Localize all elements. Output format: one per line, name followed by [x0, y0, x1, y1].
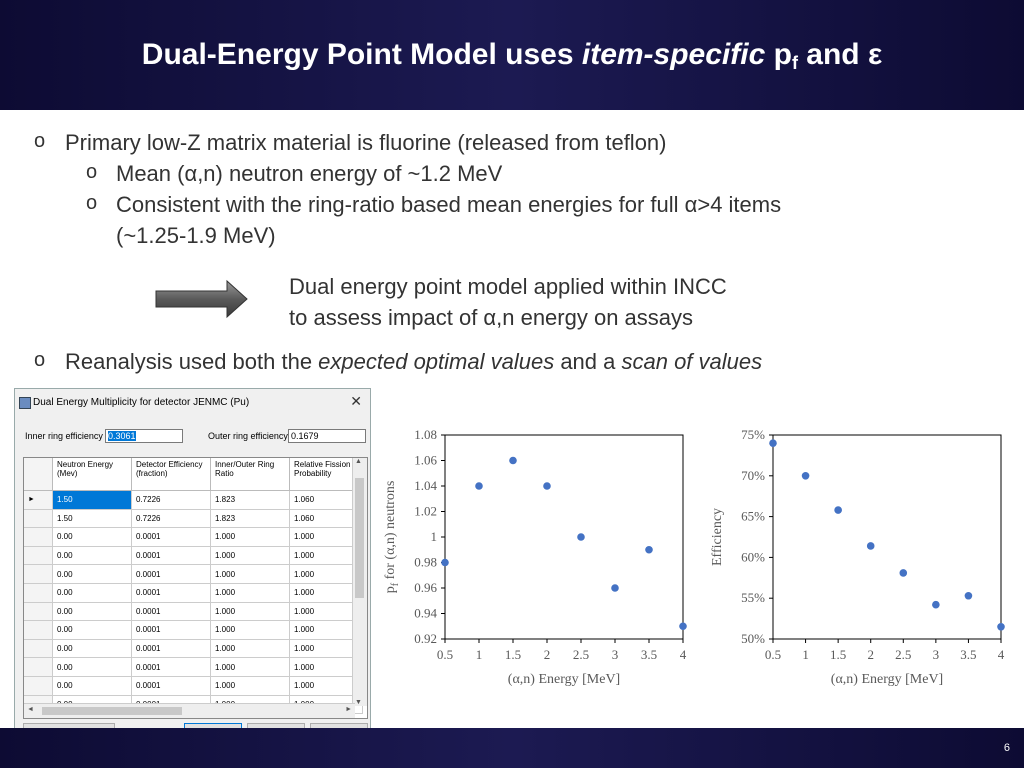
grid-cell[interactable]: 0.00: [53, 546, 132, 565]
slide-footer: [0, 728, 1024, 768]
y-tick-label: 0.98: [414, 554, 437, 570]
row-header[interactable]: [24, 602, 53, 621]
data-point: [867, 542, 875, 550]
slide-header: [0, 0, 1024, 110]
right-arrow-icon: [155, 279, 250, 319]
grid-cell[interactable]: 1.060: [290, 509, 363, 528]
grid-cell[interactable]: 1.000: [290, 676, 363, 695]
grid-cell[interactable]: 1.000: [290, 565, 363, 584]
x-tick-label: 3: [611, 647, 619, 662]
grid-cell[interactable]: 1.000: [211, 602, 290, 621]
data-point: [802, 472, 810, 480]
current-row-indicator: ►: [24, 491, 53, 510]
x-tick-label: 1.5: [830, 647, 847, 662]
inner-ring-efficiency-input[interactable]: 0.3061: [105, 429, 183, 443]
column-header[interactable]: Relative Fission Probability: [290, 458, 363, 491]
grid-header-row: [24, 458, 363, 491]
grid-cell[interactable]: 1.000: [211, 621, 290, 640]
y-tick-label: 70%: [741, 467, 765, 483]
data-point: [577, 533, 585, 541]
grid-cell[interactable]: 1.000: [211, 528, 290, 547]
table-row[interactable]: [24, 528, 363, 547]
data-point: [965, 592, 973, 600]
data-point: [679, 622, 687, 630]
row-header[interactable]: [24, 583, 53, 602]
scroll-left-icon[interactable]: ◄: [27, 706, 34, 713]
grid-cell[interactable]: 0.00: [53, 621, 132, 640]
y-tick-label: 0.94: [414, 605, 437, 621]
inner-ring-label: Inner ring efficiency: [25, 431, 103, 441]
dual-energy-dialog: [14, 388, 371, 750]
pf-scatter-chart: [380, 420, 700, 695]
y-tick-label: 65%: [741, 508, 765, 524]
y-axis-label: $p_f$ for (α,n) neutrons: [383, 480, 401, 594]
x-tick-label: 0.5: [764, 647, 782, 662]
data-point: [645, 546, 653, 554]
scroll-up-icon[interactable]: ▲: [355, 458, 362, 465]
y-tick-label: 1.08: [414, 427, 437, 442]
x-tick-label: 4: [997, 647, 1005, 662]
x-tick-label: 1: [802, 647, 809, 662]
table-row[interactable]: [24, 602, 363, 621]
grid-cell[interactable]: 0.0001: [132, 676, 211, 695]
data-point: [509, 457, 517, 465]
x-tick-label: 3: [932, 647, 940, 662]
row-header[interactable]: [24, 639, 53, 658]
data-point: [899, 569, 907, 577]
vertical-scroll-thumb[interactable]: [355, 478, 364, 598]
y-tick-label: 0.92: [414, 631, 437, 646]
grid-cell[interactable]: 0.00: [53, 639, 132, 658]
callout-line: Dual energy point model applied within INCC: [289, 274, 727, 299]
grid-cell[interactable]: 1.823: [211, 509, 290, 528]
row-header-corner: [24, 458, 53, 491]
table-row[interactable]: [24, 565, 363, 584]
grid-cell[interactable]: 1.50: [53, 491, 132, 510]
row-header[interactable]: [24, 658, 53, 677]
x-tick-label: 2: [543, 647, 551, 662]
y-tick-label: 1.04: [414, 478, 437, 493]
grid-cell[interactable]: 1.50: [53, 509, 132, 528]
column-header[interactable]: Inner/Outer Ring Ratio: [211, 458, 290, 491]
table-row[interactable]: [24, 676, 363, 695]
y-tick-label: 55%: [741, 590, 765, 606]
y-tick-label: 75%: [741, 427, 765, 442]
grid-cell[interactable]: 0.00: [53, 583, 132, 602]
grid-cell[interactable]: 1.000: [211, 583, 290, 602]
sub-bullet-continuation: (~1.25-1.9 MeV): [116, 223, 276, 248]
grid-cell[interactable]: 0.0001: [132, 583, 211, 602]
sub-bullet-text: Mean (α,n) neutron energy of ~1.2 MeV: [116, 161, 503, 186]
bullet-marker: o: [86, 192, 98, 214]
data-point: [997, 623, 1005, 631]
y-tick-label: 60%: [741, 549, 765, 565]
x-tick-label: 2.5: [572, 647, 590, 662]
outer-ring-label: Outer ring efficiency: [208, 431, 288, 441]
grid-cell[interactable]: 0.0001: [132, 602, 211, 621]
table-row[interactable]: [24, 491, 363, 510]
grid-cell[interactable]: 0.0001: [132, 565, 211, 584]
grid-cell[interactable]: 1.000: [290, 602, 363, 621]
outer-ring-efficiency-input[interactable]: 0.1679: [288, 429, 366, 443]
x-tick-label: 2: [867, 647, 874, 662]
row-header[interactable]: [24, 565, 53, 584]
horizontal-scroll-thumb[interactable]: [42, 707, 182, 715]
slide-title: Dual-Energy Point Model uses item-specific $p_f$ and ε: [141, 38, 883, 73]
plot-area-frame: [445, 435, 683, 639]
grid-cell[interactable]: 0.00: [53, 602, 132, 621]
data-point: [834, 506, 842, 514]
x-tick-label: 3.5: [960, 647, 977, 662]
bullet-text: Primary low-Z matrix material is fluorine (released from teflon): [65, 130, 667, 155]
x-tick-label: 3.5: [640, 647, 658, 662]
grid-cell[interactable]: 0.00: [53, 528, 132, 547]
x-tick-label: 0.5: [436, 647, 454, 662]
grid-cell[interactable]: 1.000: [290, 583, 363, 602]
x-tick-label: 4: [679, 647, 687, 662]
row-header[interactable]: [24, 528, 53, 547]
grid-cell[interactable]: 0.0001: [132, 658, 211, 677]
table-row[interactable]: [24, 639, 363, 658]
bullet-marker: o: [34, 130, 46, 152]
grid-cell[interactable]: 0.00: [53, 565, 132, 584]
plot-area-frame: [773, 435, 1001, 639]
grid-cell[interactable]: 0.0001: [132, 546, 211, 565]
table-row[interactable]: [24, 621, 363, 640]
grid-cell[interactable]: 1.000: [211, 546, 290, 565]
table-row[interactable]: [24, 509, 363, 528]
grid-cell[interactable]: 1.000: [211, 565, 290, 584]
y-tick-label: 0.96: [414, 580, 437, 595]
grid-cell[interactable]: 0.0001: [132, 639, 211, 658]
horizontal-scrollbar[interactable]: [24, 703, 355, 718]
data-point: [932, 601, 940, 609]
row-header[interactable]: [24, 621, 53, 640]
grid-cell[interactable]: 0.0001: [132, 621, 211, 640]
grid-cell[interactable]: 1.000: [211, 639, 290, 658]
callout-line: to assess impact of α,n energy on assays: [289, 305, 694, 330]
grid-cell[interactable]: 1.000: [211, 658, 290, 677]
row-header[interactable]: [24, 509, 53, 528]
bullet-marker: o: [86, 161, 98, 183]
scroll-down-icon[interactable]: ▼: [355, 699, 362, 706]
grid-cell[interactable]: 1.000: [290, 621, 363, 640]
grid-cell[interactable]: 1.823: [211, 491, 290, 510]
grid-cell[interactable]: 1.000: [211, 676, 290, 695]
y-tick-label: 1.06: [414, 452, 437, 468]
bullet-marker: o: [34, 349, 46, 371]
table-row[interactable]: [24, 583, 363, 602]
data-point: [769, 439, 777, 447]
x-axis-label: (α,n) Energy [MeV]: [507, 672, 621, 687]
grid-cell[interactable]: 1.000: [290, 639, 363, 658]
efficiency-scatter-chart: [705, 420, 1024, 695]
data-point: [475, 482, 483, 490]
y-tick-label: 50%: [741, 631, 765, 646]
y-tick-label: 1.02: [414, 503, 437, 519]
x-tick-label: 2.5: [895, 647, 912, 662]
grid-cell[interactable]: 0.0001: [132, 528, 211, 547]
column-header[interactable]: Neutron Energy (Mev): [53, 458, 132, 491]
row-header[interactable]: [24, 676, 53, 695]
close-icon[interactable]: ✕: [350, 393, 362, 409]
window-icon: [19, 397, 31, 409]
y-tick-label: 1: [430, 529, 437, 544]
bullet-text: Reanalysis used both the expected optimal values and a scan of values: [65, 349, 763, 374]
x-tick-label: 1.5: [504, 647, 522, 662]
data-point: [611, 584, 619, 592]
data-point: [543, 482, 551, 490]
sub-bullet-text: Consistent with the ring-ratio based mean energies for full α>4 items: [116, 192, 782, 217]
vertical-scrollbar[interactable]: [352, 458, 367, 706]
x-axis-label: (α,n) Energy [MeV]: [830, 672, 944, 687]
table-row[interactable]: [24, 546, 363, 565]
grid-cell[interactable]: 0.00: [53, 658, 132, 677]
grid-cell[interactable]: 1.000: [290, 546, 363, 565]
energy-grid: [23, 457, 368, 719]
y-axis-label: Efficiency: [710, 507, 725, 567]
grid-cell[interactable]: 1.000: [290, 658, 363, 677]
page-number: 6: [1003, 742, 1010, 754]
data-point: [441, 559, 449, 567]
grid-cell[interactable]: 0.00: [53, 676, 132, 695]
grid-cell[interactable]: 0.7226: [132, 491, 211, 510]
x-tick-label: 1: [475, 647, 483, 662]
grid-cell[interactable]: 1.000: [290, 528, 363, 547]
row-header[interactable]: [24, 546, 53, 565]
grid-cell[interactable]: 0.7226: [132, 509, 211, 528]
column-header[interactable]: Detector Efficiency (fraction): [132, 458, 211, 491]
table-row[interactable]: [24, 658, 363, 677]
scroll-right-icon[interactable]: ►: [345, 706, 352, 713]
dialog-title: Dual Energy Multiplicity for detector JENMC (Pu): [33, 397, 250, 408]
grid-cell[interactable]: 1.060: [290, 491, 363, 510]
